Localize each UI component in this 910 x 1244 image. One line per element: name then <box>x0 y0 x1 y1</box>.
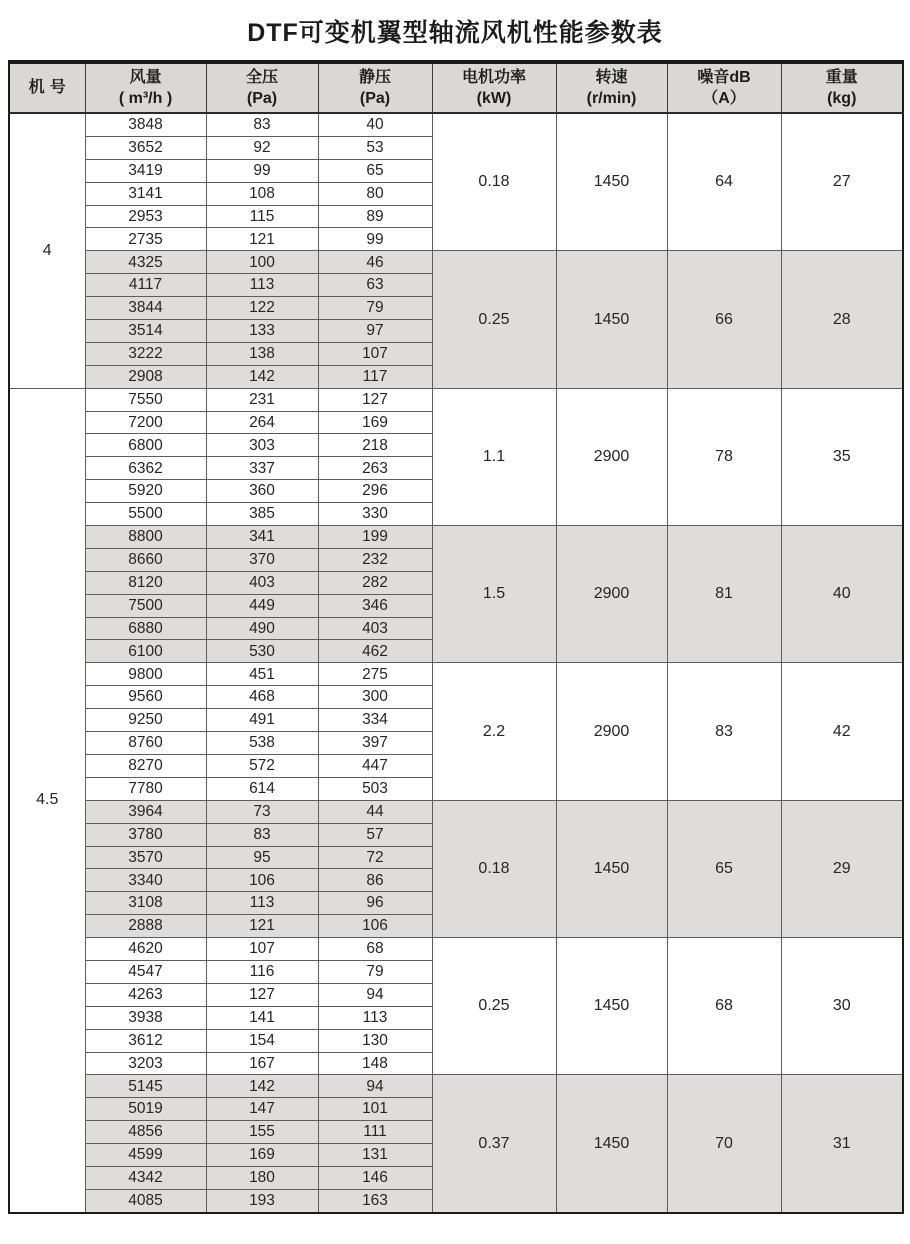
total-pressure-cell: 491 <box>206 709 318 732</box>
total-pressure-cell: 264 <box>206 411 318 434</box>
header-flow-label: 风量 <box>129 68 162 86</box>
flow-cell: 3780 <box>85 823 206 846</box>
speed-cell: 2900 <box>556 526 667 663</box>
flow-cell: 9800 <box>85 663 206 686</box>
total-pressure-cell: 83 <box>206 823 318 846</box>
weight-cell: 27 <box>781 113 903 251</box>
static-pressure-cell: 300 <box>318 686 432 709</box>
flow-cell: 4117 <box>85 274 206 297</box>
flow-cell: 3203 <box>85 1052 206 1075</box>
static-pressure-cell: 57 <box>318 823 432 846</box>
total-pressure-cell: 614 <box>206 777 318 800</box>
total-pressure-cell: 116 <box>206 960 318 983</box>
header-static-pressure-unit: (Pa) <box>359 90 391 107</box>
noise-cell: 68 <box>667 938 781 1075</box>
header-weight-label: 重量 <box>825 68 858 86</box>
total-pressure-cell: 122 <box>206 297 318 320</box>
speed-cell: 1450 <box>556 938 667 1075</box>
table-row <box>9 251 903 274</box>
total-pressure-cell: 538 <box>206 732 318 755</box>
model-number-cell: 4.5 <box>9 388 85 1213</box>
flow-cell: 6800 <box>85 434 206 457</box>
static-pressure-cell: 101 <box>318 1098 432 1121</box>
weight-cell: 28 <box>781 251 903 388</box>
noise-cell: 65 <box>667 800 781 937</box>
flow-cell: 3340 <box>85 869 206 892</box>
flow-cell: 5920 <box>85 480 206 503</box>
total-pressure-cell: 73 <box>206 800 318 823</box>
static-pressure-cell: 282 <box>318 571 432 594</box>
static-pressure-cell: 146 <box>318 1166 432 1189</box>
static-pressure-cell: 447 <box>318 754 432 777</box>
flow-cell: 3570 <box>85 846 206 869</box>
header-static-pressure <box>318 62 432 113</box>
flow-cell: 6362 <box>85 457 206 480</box>
total-pressure-cell: 572 <box>206 754 318 777</box>
static-pressure-cell: 127 <box>318 388 432 411</box>
flow-cell: 7200 <box>85 411 206 434</box>
flow-cell: 8270 <box>85 754 206 777</box>
static-pressure-cell: 97 <box>318 320 432 343</box>
flow-cell: 3108 <box>85 892 206 915</box>
total-pressure-cell: 155 <box>206 1121 318 1144</box>
fan-performance-table <box>8 60 904 1214</box>
header-total-pressure <box>206 62 318 113</box>
header-power <box>432 62 556 113</box>
table-row <box>9 113 903 136</box>
total-pressure-cell: 385 <box>206 503 318 526</box>
static-pressure-cell: 94 <box>318 983 432 1006</box>
static-pressure-cell: 65 <box>318 159 432 182</box>
static-pressure-cell: 106 <box>318 915 432 938</box>
flow-cell: 5145 <box>85 1075 206 1098</box>
header-noise-label: 噪音dB <box>697 68 751 86</box>
header-noise <box>667 62 781 113</box>
static-pressure-cell: 68 <box>318 938 432 961</box>
total-pressure-cell: 231 <box>206 388 318 411</box>
static-pressure-cell: 80 <box>318 182 432 205</box>
header-power-label: 电机功率 <box>461 68 526 86</box>
flow-cell: 4325 <box>85 251 206 274</box>
table-row <box>9 938 903 961</box>
flow-cell: 3844 <box>85 297 206 320</box>
total-pressure-cell: 127 <box>206 983 318 1006</box>
flow-cell: 2908 <box>85 365 206 388</box>
flow-cell: 9250 <box>85 709 206 732</box>
flow-cell: 8660 <box>85 548 206 571</box>
static-pressure-cell: 99 <box>318 228 432 251</box>
static-pressure-cell: 163 <box>318 1189 432 1212</box>
total-pressure-cell: 115 <box>206 205 318 228</box>
noise-cell: 81 <box>667 526 781 663</box>
total-pressure-cell: 341 <box>206 526 318 549</box>
header-flow-unit: ( m³/h ) <box>118 90 173 107</box>
header-power-unit: (kW) <box>476 90 512 107</box>
static-pressure-cell: 403 <box>318 617 432 640</box>
flow-cell: 9560 <box>85 686 206 709</box>
header-model <box>9 62 85 113</box>
table-header <box>9 62 903 113</box>
total-pressure-cell: 141 <box>206 1006 318 1029</box>
weight-cell: 31 <box>781 1075 903 1213</box>
header-total-pressure-unit: (Pa) <box>246 90 278 107</box>
header-speed-label: 转速 <box>595 68 628 86</box>
power-cell: 1.5 <box>432 526 556 663</box>
flow-cell: 3141 <box>85 182 206 205</box>
table-row <box>9 1075 903 1098</box>
static-pressure-cell: 111 <box>318 1121 432 1144</box>
static-pressure-cell: 44 <box>318 800 432 823</box>
total-pressure-cell: 180 <box>206 1166 318 1189</box>
flow-cell: 2888 <box>85 915 206 938</box>
speed-cell: 1450 <box>556 800 667 937</box>
static-pressure-cell: 218 <box>318 434 432 457</box>
total-pressure-cell: 303 <box>206 434 318 457</box>
total-pressure-cell: 133 <box>206 320 318 343</box>
total-pressure-cell: 121 <box>206 915 318 938</box>
total-pressure-cell: 468 <box>206 686 318 709</box>
header-weight-unit: (kg) <box>827 90 857 107</box>
static-pressure-cell: 113 <box>318 1006 432 1029</box>
flow-cell: 3612 <box>85 1029 206 1052</box>
total-pressure-cell: 95 <box>206 846 318 869</box>
total-pressure-cell: 142 <box>206 1075 318 1098</box>
total-pressure-cell: 108 <box>206 182 318 205</box>
header-static-pressure-label: 静压 <box>358 68 391 86</box>
static-pressure-cell: 40 <box>318 113 432 136</box>
power-cell: 0.25 <box>432 251 556 388</box>
model-number-cell: 4 <box>9 113 85 388</box>
flow-cell: 3222 <box>85 342 206 365</box>
total-pressure-cell: 193 <box>206 1189 318 1212</box>
static-pressure-cell: 117 <box>318 365 432 388</box>
header-speed-unit: (r/min) <box>586 90 637 107</box>
static-pressure-cell: 72 <box>318 846 432 869</box>
static-pressure-cell: 169 <box>318 411 432 434</box>
flow-cell: 8760 <box>85 732 206 755</box>
static-pressure-cell: 330 <box>318 503 432 526</box>
total-pressure-cell: 449 <box>206 594 318 617</box>
total-pressure-cell: 337 <box>206 457 318 480</box>
total-pressure-cell: 403 <box>206 571 318 594</box>
static-pressure-cell: 148 <box>318 1052 432 1075</box>
static-pressure-cell: 94 <box>318 1075 432 1098</box>
total-pressure-cell: 451 <box>206 663 318 686</box>
static-pressure-cell: 296 <box>318 480 432 503</box>
power-cell: 0.37 <box>432 1075 556 1213</box>
static-pressure-cell: 63 <box>318 274 432 297</box>
noise-cell: 66 <box>667 251 781 388</box>
total-pressure-cell: 121 <box>206 228 318 251</box>
static-pressure-cell: 130 <box>318 1029 432 1052</box>
flow-cell: 5500 <box>85 503 206 526</box>
flow-cell: 4599 <box>85 1144 206 1167</box>
static-pressure-cell: 46 <box>318 251 432 274</box>
total-pressure-cell: 99 <box>206 159 318 182</box>
total-pressure-cell: 107 <box>206 938 318 961</box>
total-pressure-cell: 530 <box>206 640 318 663</box>
flow-cell: 3514 <box>85 320 206 343</box>
total-pressure-cell: 490 <box>206 617 318 640</box>
flow-cell: 4263 <box>85 983 206 1006</box>
flow-cell: 6100 <box>85 640 206 663</box>
noise-cell: 70 <box>667 1075 781 1213</box>
total-pressure-cell: 154 <box>206 1029 318 1052</box>
table-row <box>9 388 903 411</box>
power-cell: 0.18 <box>432 113 556 251</box>
static-pressure-cell: 263 <box>318 457 432 480</box>
flow-cell: 4085 <box>85 1189 206 1212</box>
document-page <box>0 13 910 1214</box>
flow-cell: 7780 <box>85 777 206 800</box>
static-pressure-cell: 131 <box>318 1144 432 1167</box>
flow-cell: 3419 <box>85 159 206 182</box>
table-body <box>9 113 903 1213</box>
flow-cell: 7550 <box>85 388 206 411</box>
flow-cell: 3964 <box>85 800 206 823</box>
static-pressure-cell: 79 <box>318 960 432 983</box>
power-cell: 0.25 <box>432 938 556 1075</box>
header-model-label: 机号 <box>28 79 71 97</box>
total-pressure-cell: 106 <box>206 869 318 892</box>
static-pressure-cell: 199 <box>318 526 432 549</box>
static-pressure-cell: 503 <box>318 777 432 800</box>
weight-cell: 35 <box>781 388 903 525</box>
flow-cell: 2953 <box>85 205 206 228</box>
flow-cell: 5019 <box>85 1098 206 1121</box>
total-pressure-cell: 370 <box>206 548 318 571</box>
header-weight <box>781 62 903 113</box>
header-speed <box>556 62 667 113</box>
total-pressure-cell: 147 <box>206 1098 318 1121</box>
static-pressure-cell: 397 <box>318 732 432 755</box>
header-flow <box>85 62 206 113</box>
static-pressure-cell: 86 <box>318 869 432 892</box>
static-pressure-cell: 107 <box>318 342 432 365</box>
header-noise-unit: （A） <box>702 90 746 107</box>
weight-cell: 29 <box>781 800 903 937</box>
static-pressure-cell: 334 <box>318 709 432 732</box>
static-pressure-cell: 346 <box>318 594 432 617</box>
power-cell: 2.2 <box>432 663 556 800</box>
flow-cell: 3938 <box>85 1006 206 1029</box>
flow-cell: 4342 <box>85 1166 206 1189</box>
flow-cell: 8800 <box>85 526 206 549</box>
noise-cell: 64 <box>667 113 781 251</box>
flow-cell: 8120 <box>85 571 206 594</box>
weight-cell: 42 <box>781 663 903 800</box>
speed-cell: 1450 <box>556 251 667 388</box>
power-cell: 1.1 <box>432 388 556 525</box>
table-row <box>9 526 903 549</box>
static-pressure-cell: 275 <box>318 663 432 686</box>
total-pressure-cell: 167 <box>206 1052 318 1075</box>
total-pressure-cell: 100 <box>206 251 318 274</box>
static-pressure-cell: 232 <box>318 548 432 571</box>
speed-cell: 2900 <box>556 388 667 525</box>
page-title: DTF可变机翼型轴流风机性能参数表 <box>247 19 663 47</box>
flow-cell: 3848 <box>85 113 206 136</box>
total-pressure-cell: 138 <box>206 342 318 365</box>
total-pressure-cell: 113 <box>206 892 318 915</box>
static-pressure-cell: 53 <box>318 136 432 159</box>
speed-cell: 1450 <box>556 1075 667 1213</box>
total-pressure-cell: 113 <box>206 274 318 297</box>
static-pressure-cell: 462 <box>318 640 432 663</box>
header-total-pressure-label: 全压 <box>245 68 278 86</box>
static-pressure-cell: 96 <box>318 892 432 915</box>
flow-cell: 4856 <box>85 1121 206 1144</box>
flow-cell: 7500 <box>85 594 206 617</box>
header-row <box>9 62 903 113</box>
noise-cell: 78 <box>667 388 781 525</box>
total-pressure-cell: 142 <box>206 365 318 388</box>
table-row <box>9 663 903 686</box>
flow-cell: 6880 <box>85 617 206 640</box>
flow-cell: 4547 <box>85 960 206 983</box>
flow-cell: 2735 <box>85 228 206 251</box>
weight-cell: 30 <box>781 938 903 1075</box>
table-row <box>9 800 903 823</box>
noise-cell: 83 <box>667 663 781 800</box>
speed-cell: 2900 <box>556 663 667 800</box>
total-pressure-cell: 83 <box>206 113 318 136</box>
static-pressure-cell: 89 <box>318 205 432 228</box>
total-pressure-cell: 169 <box>206 1144 318 1167</box>
total-pressure-cell: 92 <box>206 136 318 159</box>
speed-cell: 1450 <box>556 113 667 251</box>
power-cell: 0.18 <box>432 800 556 937</box>
static-pressure-cell: 79 <box>318 297 432 320</box>
flow-cell: 3652 <box>85 136 206 159</box>
flow-cell: 4620 <box>85 938 206 961</box>
total-pressure-cell: 360 <box>206 480 318 503</box>
weight-cell: 40 <box>781 526 903 663</box>
